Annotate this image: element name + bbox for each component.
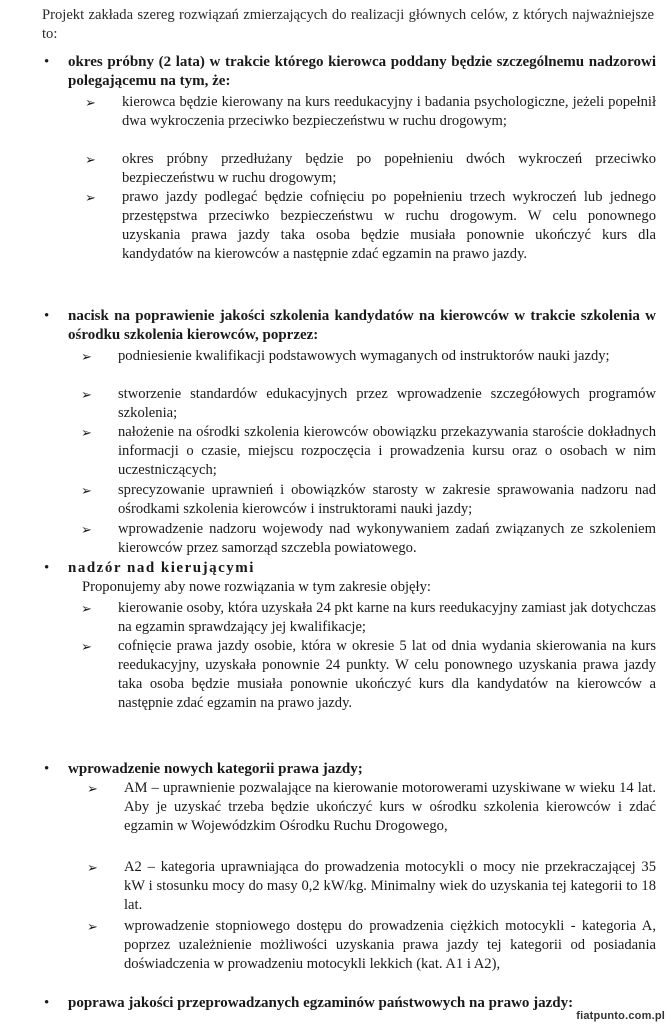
list-item-text: podniesienie kwalifikacji podstawowych wymaganych od instruktorów nauki jazdy; — [118, 348, 610, 364]
bullet-icon: • — [44, 560, 50, 576]
arrow-icon: ➢ — [81, 425, 92, 440]
list-item-text: A2 – kategoria uprawniająca do prowadzenia motocykli o mocy nie przekraczającej 35 kW i stosunku mocy do masy 0,2 kW/kg. Minimalny wiek do uzyskania tej kategorii to 18 lat. — [124, 859, 656, 913]
bullet-icon: • — [44, 995, 50, 1011]
list-item — [85, 93, 656, 131]
list-item — [81, 520, 656, 558]
list-item-text: wprowadzenie nadzoru wojewody nad wykonywaniem zadań związanych ze szkoleniem kierowców przez samorząd szczebla powiatowego. — [118, 521, 656, 556]
section-heading: nadzór nad kierującymi — [68, 560, 255, 576]
intro-paragraph: Projekt zakłada szereg rozwiązań zmierzających do realizacji głównych celów, z których najważniejsze to: — [42, 7, 654, 42]
arrow-icon: ➢ — [87, 860, 98, 875]
arrow-icon: ➢ — [85, 95, 96, 110]
list-item-text: nałożenie na ośrodki szkolenia kierowców obowiązku przekazywania staroście dokładnych informacji o czasie, miejscu rozpoczęcia i prowadzenia kursu oraz o osobach w nim uczestniczących; — [118, 424, 656, 478]
list-item — [87, 858, 656, 915]
list-item — [85, 188, 656, 264]
list-item-text: stworzenie standardów edukacyjnych przez wprowadzenie szczegółowych programów szkolenia; — [118, 386, 656, 421]
list-item — [81, 481, 656, 519]
list-item — [81, 423, 656, 480]
arrow-icon: ➢ — [81, 522, 92, 537]
arrow-icon: ➢ — [81, 601, 92, 616]
arrow-icon: ➢ — [81, 349, 92, 364]
arrow-icon: ➢ — [87, 781, 98, 796]
section-intro: Proponujemy aby nowe rozwiązania w tym zakresie objęły: — [82, 579, 431, 595]
bullet-icon: • — [44, 54, 50, 70]
list-item — [87, 917, 656, 974]
list-item-text: wprowadzenie stopniowego dostępu do prowadzenia ciężkich motocykli - kategoria A, poprzez uzależnienie możliwości uzyskania prawa jazdy tej kategorii od posiadania doświadczenia w prowadzeniu motocykli lekkich (kat. A1 i A2), — [124, 918, 656, 972]
list-item-text: okres próbny przedłużany będzie po popełnieniu dwóch wykroczeń przeciwko bezpieczeństwu w ruchu drogowym; — [122, 151, 656, 186]
arrow-icon: ➢ — [87, 919, 98, 934]
list-item — [87, 779, 656, 836]
section-heading: wprowadzenie nowych kategorii prawa jazdy; — [68, 761, 363, 777]
list-item — [81, 637, 656, 713]
watermark-text: fiatpunto.com.pl — [576, 1010, 665, 1022]
section-heading: okres próbny (2 lata) w trakcie którego kierowca poddany będzie szczególnemu nadzorowi polegającemu na tym, że: — [68, 54, 656, 89]
list-item-text: kierowca będzie kierowany na kurs reedukacyjny i badania psychologiczne, jeżeli popełnił dwa wykroczenia przeciwko bezpieczeństwu w ruchu drogowym; — [122, 94, 656, 129]
arrow-icon: ➢ — [81, 483, 92, 498]
list-item-text: sprecyzowanie uprawnień i obowiązków starosty w zakresie sprawowania nadzoru nad ośrodkami szkolenia kierowców i instruktorami nauki jazdy; — [118, 482, 656, 517]
list-item-text: kierowanie osoby, która uzyskała 24 pkt karne na kurs reedukacyjny zamiast jak dotychczas na egzamin sprawdzający jej kwalifikacje; — [118, 600, 656, 635]
bullet-icon: • — [44, 761, 50, 777]
bullet-icon: • — [44, 308, 50, 324]
arrow-icon: ➢ — [81, 639, 92, 654]
list-item-text: cofnięcie prawa jazdy osobie, która w okresie 5 lat od dnia wydania skierowania na kurs reedukacyjny, uzyskała ponownie 24 punkty. W celu ponownego uzyskania prawa jazdy taka osoba będzie musiała ponownie ukończyć kurs dla kandydatów na kierowców a następnie zdać egzamin na prawo jazdy. — [118, 638, 656, 711]
list-item — [81, 599, 656, 637]
list-item — [81, 347, 656, 366]
list-item-text: AM – uprawnienie pozwalające na kierowanie motorowerami uzyskiwane w wieku 14 lat. Aby je uzyskać trzeba będzie ukończyć kurs w ośrodku szkolenia kierowców i zdać egzamin w Wojewódzkim Ośrodku Ruchu Drogowego, — [124, 780, 656, 834]
list-item-text: prawo jazdy podlegać będzie cofnięciu po popełnieniu trzech wykroczeń lub jednego przestępstwa przeciwko bezpieczeństwu w ruchu drogowym. W celu ponownego uzyskania prawa jazdy taka osoba będzie musiała ponownie ukończyć kurs dla kandydatów na kierowców a następnie zdać egzamin na prawo jazdy. — [122, 189, 656, 262]
arrow-icon: ➢ — [85, 152, 96, 167]
list-item — [85, 150, 656, 188]
section-heading: nacisk na poprawienie jakości szkolenia kandydatów na kierowców w trakcie szkolenia w ośrodku szkolenia kierowców, poprzez: — [68, 308, 656, 343]
arrow-icon: ➢ — [85, 190, 96, 205]
list-item — [81, 385, 656, 423]
arrow-icon: ➢ — [81, 387, 92, 402]
section-heading: poprawa jakości przeprowadzanych egzaminów państwowych na prawo jazdy: — [68, 995, 574, 1011]
